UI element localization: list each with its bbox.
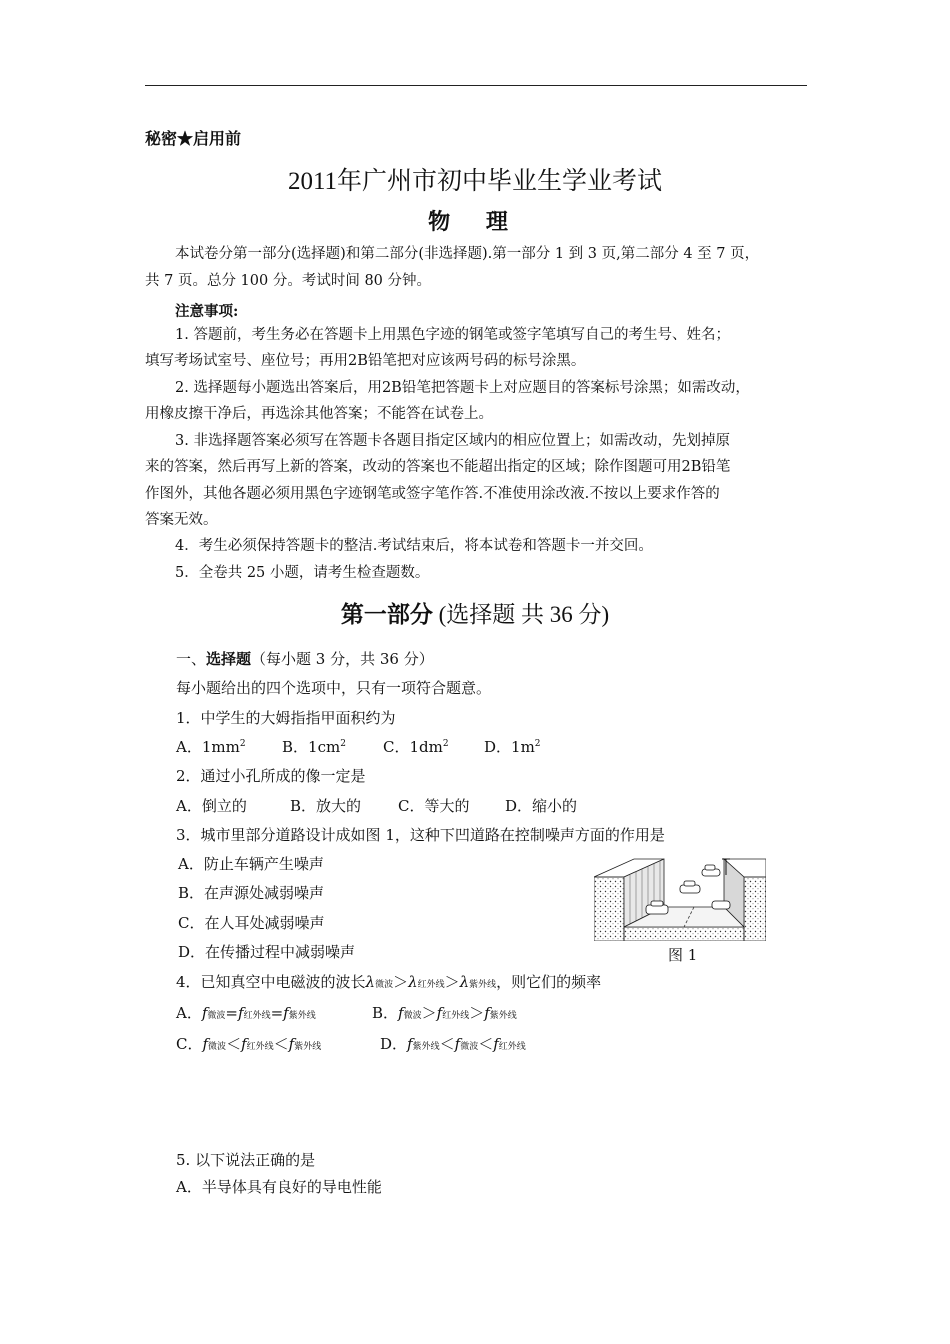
q4-b-s2: 红外线 [442,1011,470,1021]
part-one-rest: (选择题 共 36 分) [432,602,610,627]
q5-option-a: A．半导体具有良好的导电性能 [176,1178,382,1196]
exam-title: 2011年广州市初中毕业生学业考试 [287,168,663,195]
q4-lambda-1: λ [365,973,376,991]
q1-option-d [484,736,541,757]
secret-label: 秘密★启用前 [145,129,242,148]
note-3b: 来的答案，然后再写上新的答案，改动的答案也不能超出指定的区域；除作图题可用2B铅笔 [145,459,731,475]
q1-b-exp: 2 [340,739,346,749]
q4-c-f3: f [288,1035,295,1053]
note-1a: 1. 答题前，考生务必在答题卡上用黑色字迹的钢笔或签字笔填写自己的考生号、姓名； [175,327,730,343]
q4-sub-ir: 红外线 [417,980,445,990]
q4-d-op1: ＜ [439,1035,455,1053]
q4-d-s3: 红外线 [498,1042,526,1052]
q4-stem-post: ，则它们的频率 [496,973,602,991]
q2-option-b: B．放大的 [290,797,362,815]
q4-c-s1: 微波 [208,1042,227,1052]
q4-a-f2: f [238,1004,244,1022]
q4-a-s2: 红外线 [243,1011,271,1021]
q4-a-f3: f [283,1004,289,1022]
q1-c-exp: 2 [442,739,449,749]
q4-a-f1: f [201,1004,208,1022]
q1-a-exp: 2 [239,739,246,749]
q4-c-label: C． [176,1035,203,1053]
q4-c-s3: 紫外线 [294,1042,322,1052]
q4-c-f2: f [241,1035,247,1053]
q2-option-c: C．等大的 [398,797,470,815]
section-instruction: 每小题给出的四个选项中，只有一项符合题意。 [176,679,492,697]
q1-option-b [282,736,346,757]
q1-c-text: C．1dm [383,738,443,756]
note-1b: 填写考场试室号、座位号；再用2B铅笔把对应该两号码的标号涂黑。 [145,353,586,369]
q3-option-c: C．在人耳处减弱噪声 [178,914,325,932]
section-name: 选择题 [206,650,252,668]
part-one-bold: 第一部分 [340,602,433,627]
intro-line-2: 共 7 页。总分 100 分。考试时间 80 分钟。 [145,273,432,289]
q2-stem: 2．通过小孔所成的像一定是 [176,767,366,785]
sunken-road-figure [594,855,766,941]
q4-a-label: A． [176,1004,202,1022]
note-4: 4．考生必须保持答题卡的整洁.考试结束后，将本试卷和答题卡一并交回。 [175,538,653,554]
q1-option-a [176,736,246,757]
q4-b-f2: f [436,1004,443,1022]
header-rule [145,85,807,86]
note-5: 5．全卷共 25 小题，请考生检查题数。 [175,565,430,581]
q1-d-text: D．1m [484,738,535,756]
q4-d-f2: f [454,1035,461,1053]
q4-sub-micro: 微波 [375,980,394,990]
note-2a: 2. 选择题每小题选出答案后，用2B铅笔把答题卡上对应题目的答案标号涂黑；如需改动， [175,380,750,396]
q4-a-s3: 紫外线 [288,1011,316,1021]
q4-b-op2: ＞ [469,1004,485,1022]
q4-c-s2: 红外线 [246,1042,274,1052]
q3-option-b: B．在声源处减弱噪声 [178,884,325,902]
subject-title: 物 理 [428,209,522,235]
q4-d-f3: f [493,1035,499,1053]
q4-b-label: B． [372,1004,399,1022]
q4-sub-uv: 紫外线 [469,980,497,990]
section-number: 一、 [176,650,207,668]
q4-c-op1: ＜ [226,1035,242,1053]
intro-line-1: 本试卷分第一部分(选择题)和第二部分(非选择题).第一部分 1 到 3 页,第二部分 4 至 7 页， [175,246,760,262]
figure-1-caption: 图 1 [668,946,698,964]
q4-option-a [176,1002,316,1023]
q3-option-a: A．防止车辆产生噪声 [178,855,324,873]
q4-d-label: D． [380,1035,408,1053]
q1-a-text: A．1mm [176,738,240,756]
q4-d-op2: ＜ [478,1035,494,1053]
q4-option-b [372,1002,517,1023]
q4-gt-1: ＞ [393,973,409,991]
q4-option-c [176,1033,321,1054]
q4-b-op1: ＞ [421,1004,437,1022]
q4-stem [176,971,601,992]
q4-gt-2: ＞ [444,973,460,991]
q4-d-s2: 微波 [460,1042,479,1052]
q4-option-d [380,1033,526,1054]
q1-option-c [383,736,449,757]
q4-a-op1: = [225,1004,238,1022]
section-points: （每小题 3 分，共 36 分） [251,650,434,668]
q4-b-s3: 紫外线 [489,1011,517,1021]
q1-stem: 1．中学生的大姆指指甲面积约为 [176,709,396,727]
q4-stem-pre: 4．已知真空中电磁波的波长 [176,973,366,991]
q4-c-f1: f [202,1035,209,1053]
note-2b: 用橡皮擦干净后，再选涂其他答案；不能答在试卷上。 [145,406,493,422]
q4-c-op2: ＜ [273,1035,289,1053]
part-one-title [0,596,950,629]
q4-lambda-2: λ [408,973,418,991]
note-3a: 3. 非选择题答案必须写在答题卡各题目指定区域内的相应位置上；如需改动，先划掉原 [175,433,730,449]
section-heading [176,648,434,669]
q4-b-f1: f [398,1004,404,1022]
q5-stem: 5. 以下说法正确的是 [176,1151,316,1169]
q4-lambda-3: λ [459,973,470,991]
q2-option-d: D．缩小的 [505,797,578,815]
q4-b-s1: 微波 [403,1011,422,1021]
note-3c: 作图外，其他各题必须用黑色字迹钢笔或签字笔作答.不准使用涂改液.不按以上要求作答的 [145,486,720,502]
q4-a-s1: 微波 [207,1011,226,1021]
notes-heading: 注意事项: [175,303,239,320]
q3-stem: 3．城市里部分道路设计成如图 1，这种下凹道路在控制噪声方面的作用是 [176,826,665,844]
q4-a-op2: = [270,1004,284,1022]
q2-option-a: A．倒立的 [176,797,247,815]
q4-d-f1: f [407,1035,413,1053]
q1-d-exp: 2 [534,739,541,749]
q4-d-s1: 紫外线 [412,1042,440,1052]
q4-b-f3: f [484,1004,490,1022]
q1-b-text: B．1cm [282,738,341,756]
q3-option-d: D．在传播过程中减弱噪声 [178,943,356,961]
note-3d: 答案无效。 [145,512,218,528]
